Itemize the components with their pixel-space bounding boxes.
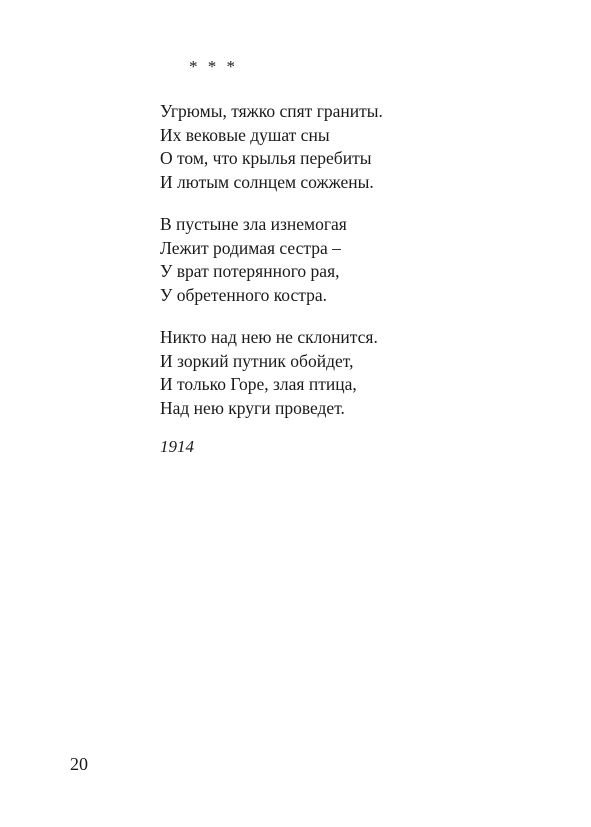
poem-line: Никто над нею не склонится. — [160, 327, 378, 347]
poem-line: У врат потерянного рая, — [160, 261, 340, 281]
page-number: 20 — [70, 754, 88, 774]
stanza-3 — [160, 326, 383, 420]
poem-line: Их вековые душат сны — [160, 124, 330, 145]
section-separator: * * * — [189, 57, 238, 76]
poem-line: И зоркий путник обойдет, — [160, 350, 354, 371]
poem-line: О том, что крылья перебиты — [160, 148, 372, 168]
poem-line: Лежит родимая сестра – — [160, 237, 341, 258]
poem-line: Угрюмы, тяжко спят граниты. — [160, 101, 383, 121]
stanza-2 — [160, 213, 383, 307]
stanza-1 — [160, 100, 383, 194]
poem-line: В пустыне зла изнемогая — [160, 214, 347, 234]
poem-date: 1914 — [160, 437, 194, 456]
poem-line: И лютым солнцем сожжены. — [160, 171, 374, 192]
poem-line: И только Горе, злая птица, — [160, 374, 357, 394]
poem-body — [160, 100, 383, 439]
poem-line: Над нею круги проведет. — [160, 397, 345, 418]
poem-line: У обретенного костра. — [160, 284, 328, 305]
